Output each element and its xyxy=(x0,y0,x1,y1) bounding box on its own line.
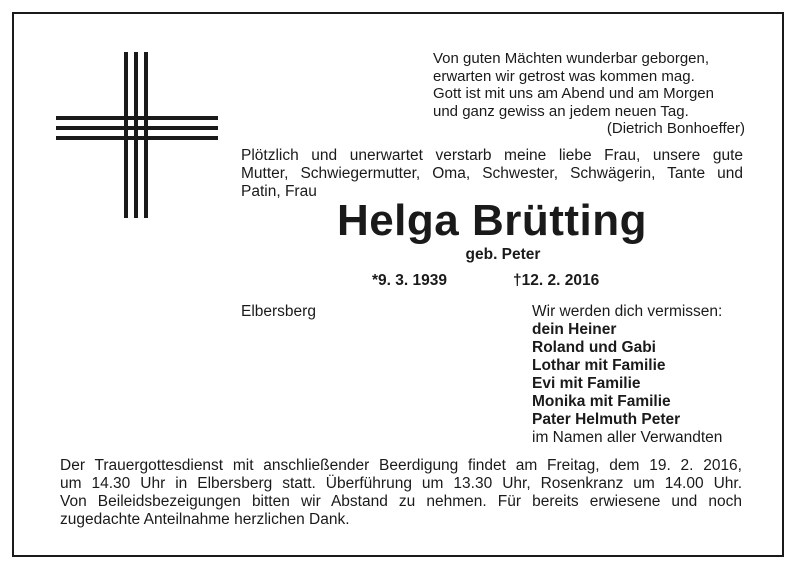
service-line: zugedachte Anteilnahme herzlichen Dank. xyxy=(60,511,350,528)
intro-line: Patin, Frau xyxy=(241,183,317,200)
place-name: Elbersberg xyxy=(241,303,316,320)
poem-line: Von guten Mächten wunderbar geborgen, xyxy=(433,50,710,67)
mourners-list xyxy=(532,303,754,447)
service-line: um 14.30 Uhr in Elbersberg statt. Überführung um 13.30 Uhr, Rosenkranz um 14.00 Uhr. xyxy=(60,475,742,492)
poem-line: und ganz gewiss an jedem neuen Tag. xyxy=(433,102,689,120)
mourners-closing: im Namen aller Verwandten xyxy=(532,429,723,446)
poem-author: (Dietrich Bonhoeffer) xyxy=(606,120,745,137)
mourner-name: Pater Helmuth Peter xyxy=(532,411,681,428)
intro-line: Mutter, Schwiegermutter, Oma, Schwester, Schwägerin, Tante und xyxy=(241,165,743,182)
service-line: Von Beileidsbezeigungen bitten wir Abstand zu nehmen. Für bereits erwiesene und noch xyxy=(60,493,742,510)
birth-date: *9. 3. 1939 xyxy=(372,272,447,289)
maiden-name: geb. Peter xyxy=(465,246,541,263)
intro-line: Plötzlich und unerwartet verstarb meine liebe Frau, unsere gute xyxy=(241,147,743,164)
poem-line: erwarten wir getrost was kommen mag. xyxy=(433,67,695,85)
cross-icon xyxy=(56,52,218,218)
deceased-name: Helga Brütting xyxy=(336,196,648,245)
service-line: Der Trauergottesdienst mit anschließender Beerdigung findet am Freitag, dem 19. 2. 2016, xyxy=(60,457,742,474)
mourner-name: Evi mit Familie xyxy=(532,375,641,392)
poem-line: Gott ist mit uns am Abend und am Morgen xyxy=(433,85,714,102)
funeral-service-info xyxy=(60,457,742,529)
death-announcement-text xyxy=(241,147,743,201)
mourners-heading: Wir werden dich vermissen: xyxy=(532,303,723,320)
death-date: †12. 2. 2016 xyxy=(513,272,600,289)
mourner-name: dein Heiner xyxy=(532,321,617,338)
bonhoeffer-poem xyxy=(433,50,751,138)
mourner-name: Monika mit Familie xyxy=(532,393,671,410)
mourner-name: Lothar mit Familie xyxy=(532,357,666,374)
mourner-name: Roland und Gabi xyxy=(532,339,656,356)
